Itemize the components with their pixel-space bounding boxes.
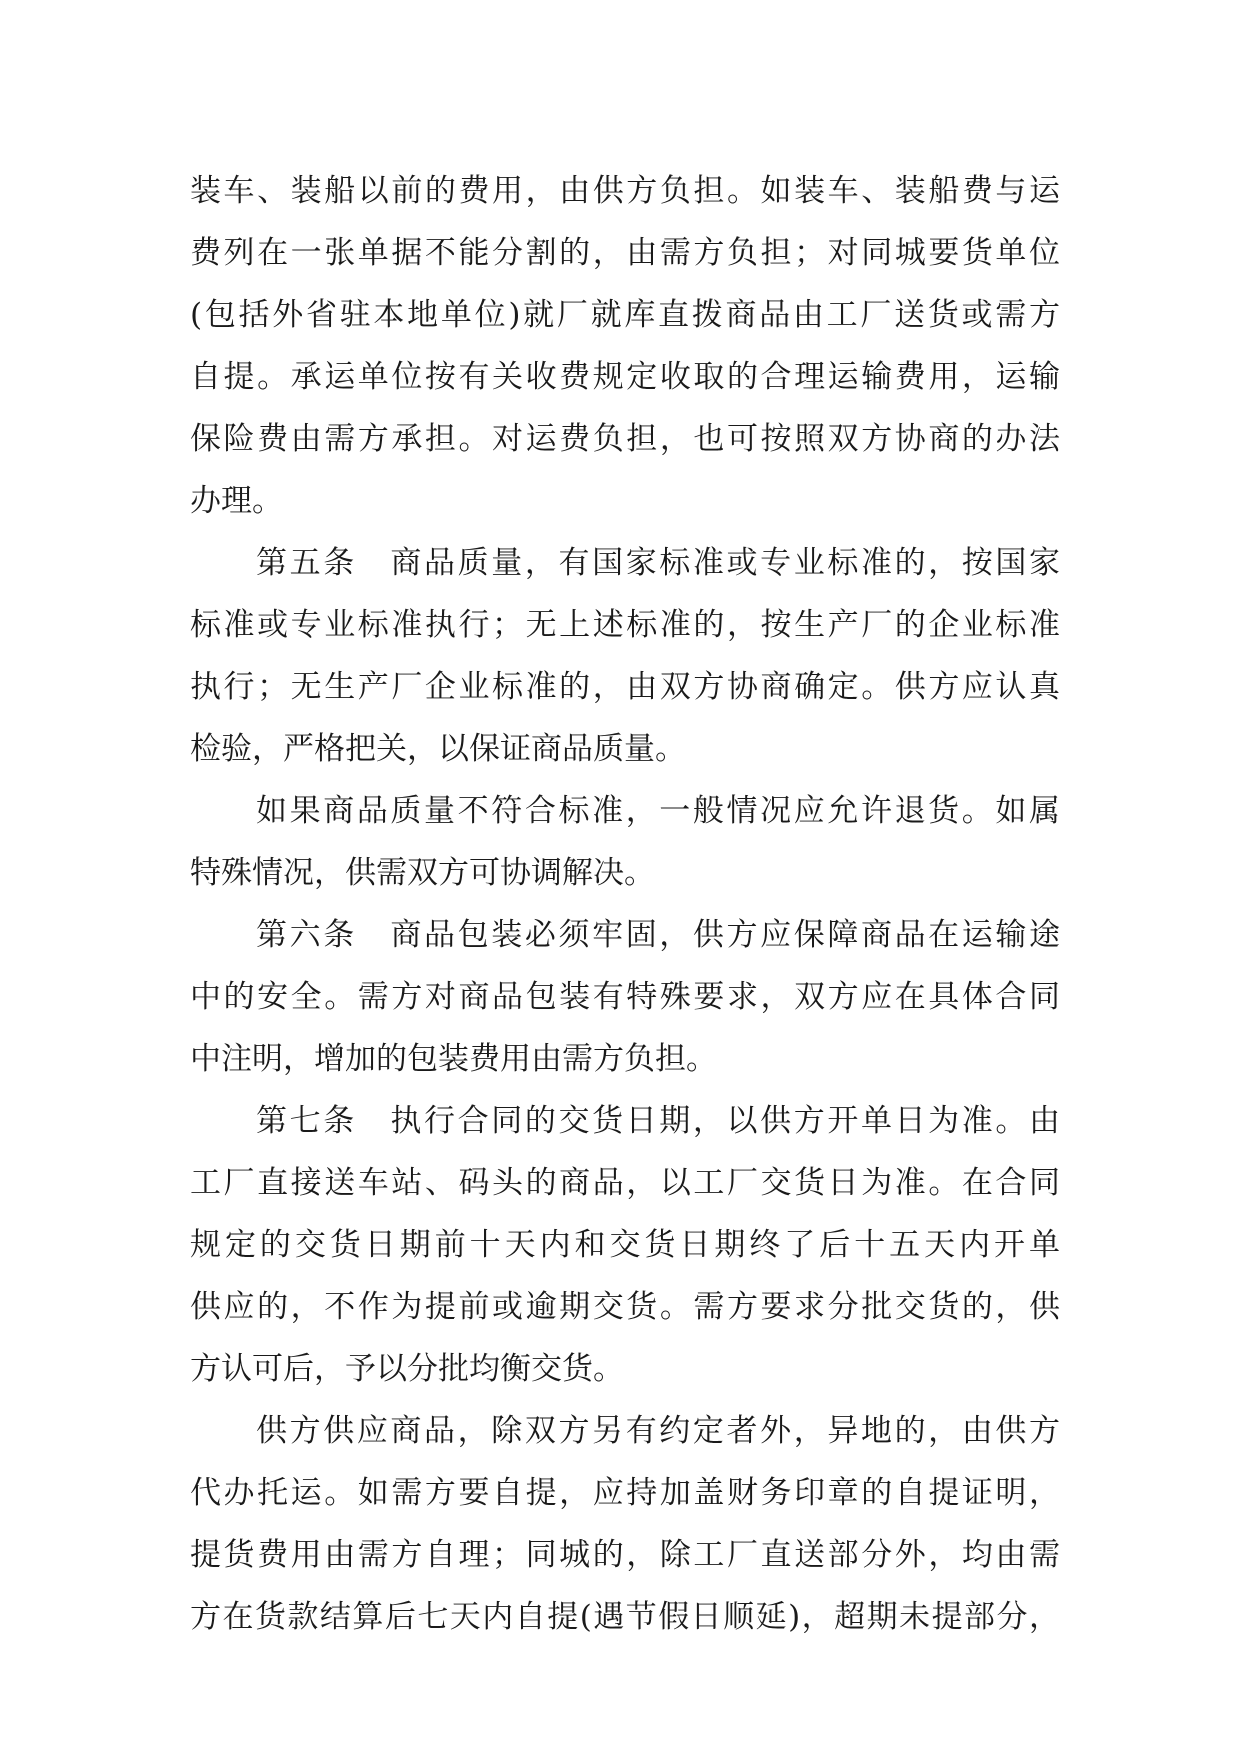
text-line: 中的安全。需方对商品包装有特殊要求，双方应在具体合同: [190, 979, 1060, 1015]
text-line: 方认可后，予以分批均衡交货。: [190, 1351, 624, 1387]
text-line: 工厂直接送车站、码头的商品，以工厂交货日为准。在合同: [190, 1165, 1060, 1201]
text-line: 提货费用由需方自理；同城的，除工厂直送部分外，均由需: [190, 1537, 1060, 1573]
text-line: 中注明，增加的包装费用由需方负担。: [190, 1041, 717, 1077]
text-line: 装车、装船以前的费用，由供方负担。如装车、装船费与运: [190, 173, 1060, 209]
contract-text: [190, 160, 1060, 1648]
text-line: 代办托运。如需方要自提，应持加盖财务印章的自提证明，: [190, 1475, 1060, 1511]
article-7-heading-line: 第七条 执行合同的交货日期，以供方开单日为准。由: [256, 1103, 1060, 1139]
article-6-heading-line: 第六条 商品包装必须牢固，供方应保障商品在运输途: [256, 917, 1060, 953]
text-line: 办理。: [190, 483, 283, 519]
paragraph-start-line: 供方供应商品，除双方另有约定者外，异地的，由供方: [256, 1413, 1060, 1449]
text-line: 自提。承运单位按有关收费规定收取的合理运输费用，运输: [190, 359, 1060, 395]
text-line: 方在货款结算后七天内自提(遇节假日顺延)，超期未提部分，: [190, 1599, 1060, 1635]
text-line: 特殊情况，供需双方可协调解决。: [190, 855, 655, 891]
text-line: 供应的，不作为提前或逾期交货。需方要求分批交货的，供: [190, 1289, 1060, 1325]
text-line: (包括外省驻本地单位)就厂就库直拨商品由工厂送货或需方: [190, 297, 1060, 333]
text-line: 规定的交货日期前十天内和交货日期终了后十五天内开单: [190, 1227, 1060, 1263]
text-line: 标准或专业标准执行；无上述标准的，按生产厂的企业标准: [190, 607, 1060, 643]
article-5-heading-line: 第五条 商品质量，有国家标准或专业标准的，按国家: [256, 545, 1060, 581]
text-line: 执行；无生产厂企业标准的，由双方协商确定。供方应认真: [190, 669, 1060, 705]
paragraph-start-line: 如果商品质量不符合标准，一般情况应允许退货。如属: [256, 793, 1060, 829]
text-line: 检验，严格把关，以保证商品质量。: [190, 731, 686, 767]
text-line: 费列在一张单据不能分割的，由需方负担；对同城要货单位: [190, 235, 1060, 271]
text-line: 保险费由需方承担。对运费负担，也可按照双方协商的办法: [190, 421, 1060, 457]
